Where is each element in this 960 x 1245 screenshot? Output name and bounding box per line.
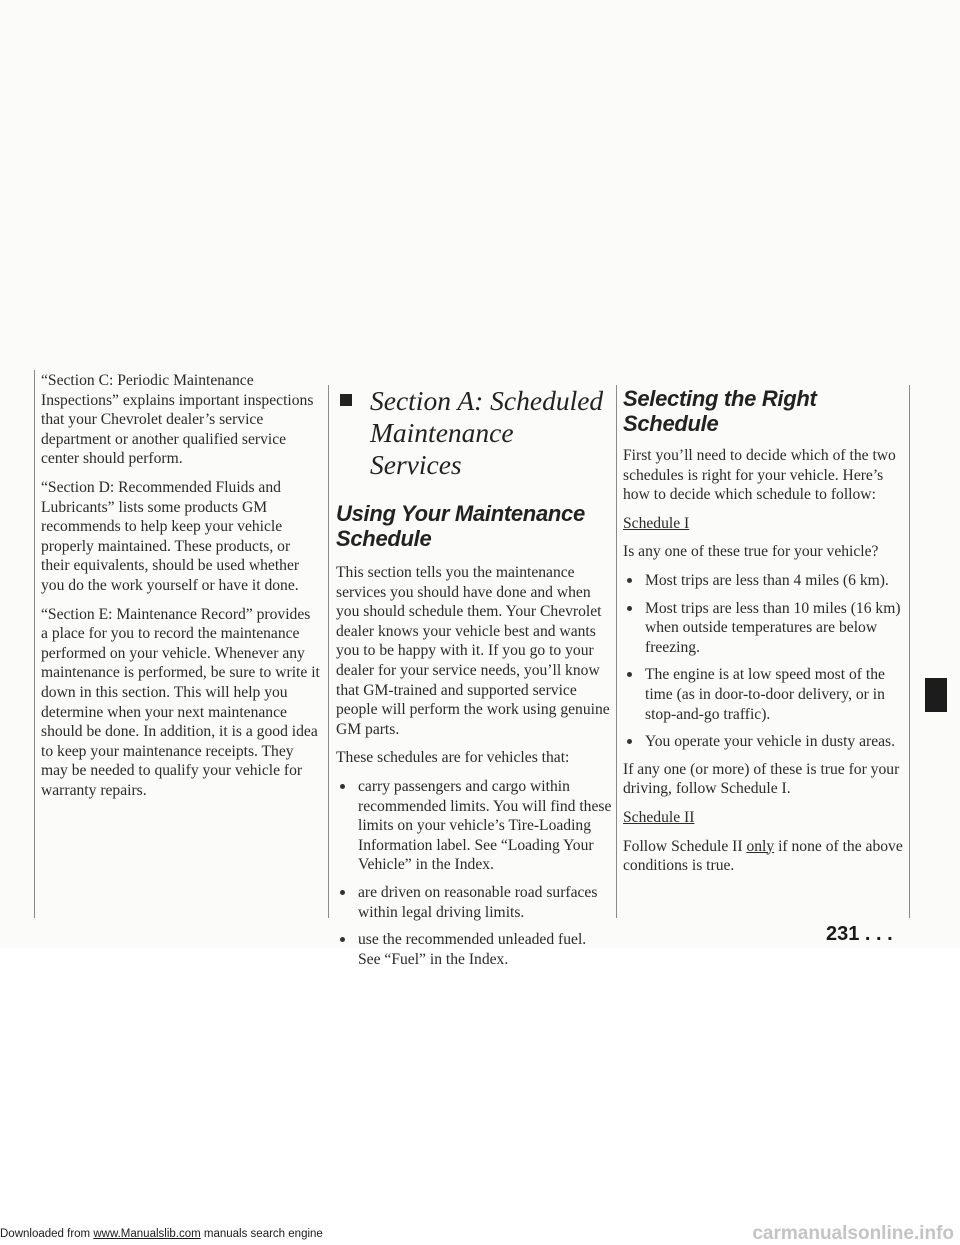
schedule-1-question: Is any one of these true for your vehicle? — [623, 543, 879, 561]
column-3 — [623, 386, 905, 885]
vehicle-conditions-list — [336, 777, 612, 969]
list-item-text: are driven on reasonable road surfaces within legal driving limits. — [358, 883, 598, 921]
bullet-icon — [340, 937, 345, 942]
footer-suffix: manuals search engine — [200, 1228, 323, 1240]
column-1 — [41, 371, 321, 809]
column-divider-right — [909, 385, 910, 918]
schedules-lead: These schedules are for vehicles that: — [336, 749, 570, 767]
bullet-icon — [627, 739, 632, 744]
column-divider-2 — [616, 385, 617, 918]
footer-prefix: Downloaded from — [0, 1228, 94, 1240]
selecting-schedule-heading: Selecting the Right Schedule — [623, 386, 817, 436]
column-divider-left — [34, 370, 35, 918]
section-a-title: Section A: Scheduled Maintenance Services — [370, 385, 604, 480]
section-tab-marker — [925, 678, 947, 712]
list-item — [336, 777, 612, 875]
list-item-text: use the recommended unleaded fuel. See “Fuel” in the Index. — [358, 931, 587, 968]
section-d-paragraph: “Section D: Recommended Fluids and Lubricants” lists some products GM recommends to help keep your vehicle properly maintained. These products, or their equivalents, should be used whether you do the work yourself or have it done. — [41, 478, 300, 594]
intro-paragraph: This section tells you the maintenance services you should have done and when you should schedule them. Your Chevrolet dealer knows your vehicle best and wants you to be happy with it. If you go to your dealer for your service needs, you’ll know that GM-trained and supported service people will perform the work using genuine GM parts. — [336, 564, 610, 738]
bullet-icon — [627, 578, 632, 583]
download-footer — [0, 1228, 323, 1240]
schedule-1-label: Schedule I — [623, 514, 690, 532]
schedule-2-text-end: if none of the above conditions is true. — [623, 837, 903, 875]
bullet-icon — [627, 672, 632, 677]
list-item — [336, 930, 612, 969]
bullet-icon — [340, 890, 345, 895]
selecting-intro: First you’ll need to decide which of the two schedules is right for your vehicle. Here’s how to decide which schedule to follow: — [623, 447, 896, 504]
list-item-text: Most trips are less than 10 miles (16 km) when outside temperatures are below freezing. — [645, 599, 901, 656]
schedule-1-conclusion: If any one (or more) of these is true for your driving, follow Schedule I. — [623, 760, 900, 798]
section-e-paragraph: “Section E: Maintenance Record” provides a place for you to record the maintenance performed on your vehicle. Whenever any maintenance is performed, be sure to write it down in this section. This will help you determine when your next maintenance should be done. In addition, it is a good idea to keep your maintenance receipts. They may be needed to qualify your vehicle for warranty repairs. — [41, 605, 320, 799]
list-item — [623, 599, 905, 658]
manualslib-link[interactable]: www.Manualslib.com — [93, 1228, 201, 1240]
list-item — [623, 665, 905, 724]
list-item — [336, 883, 612, 922]
list-item-text: Most trips are less than 4 miles (6 km). — [645, 571, 889, 589]
using-schedule-heading: Using Your Maintenance Schedule — [336, 501, 585, 551]
square-bullet-icon — [340, 394, 352, 406]
section-c-paragraph: “Section C: Periodic Maintenance Inspections” explains important inspections that your Chevrolet dealer’s service department or another qualified service center should perform. — [41, 372, 314, 468]
bullet-icon — [340, 784, 345, 789]
watermark: carmanualsonline.info — [752, 1223, 954, 1244]
list-item-text: You operate your vehicle in dusty areas. — [645, 733, 896, 751]
schedule-1-conditions-list — [623, 571, 905, 752]
list-item — [623, 732, 905, 752]
list-item-text: carry passengers and cargo within recommended limits. You will find these limits on your vehicle’s Tire-Loading Information label. See “Loading Your Vehicle” in the Index. — [358, 777, 612, 874]
schedule-2-label: Schedule II — [623, 808, 695, 826]
column-2 — [336, 385, 612, 977]
schedule-2-text — [623, 837, 905, 876]
column-divider-1 — [328, 385, 329, 918]
list-item-text: The engine is at low speed most of the time (as in door-to-door delivery, or in stop-and-go traffic). — [645, 666, 885, 723]
list-item — [623, 571, 905, 591]
schedule-2-only: only — [746, 837, 775, 855]
bullet-icon — [627, 606, 632, 611]
page-number: 231 . . . — [826, 923, 893, 945]
section-a-title-block — [336, 385, 612, 481]
schedule-2-text-start: Follow Schedule II — [623, 837, 747, 855]
